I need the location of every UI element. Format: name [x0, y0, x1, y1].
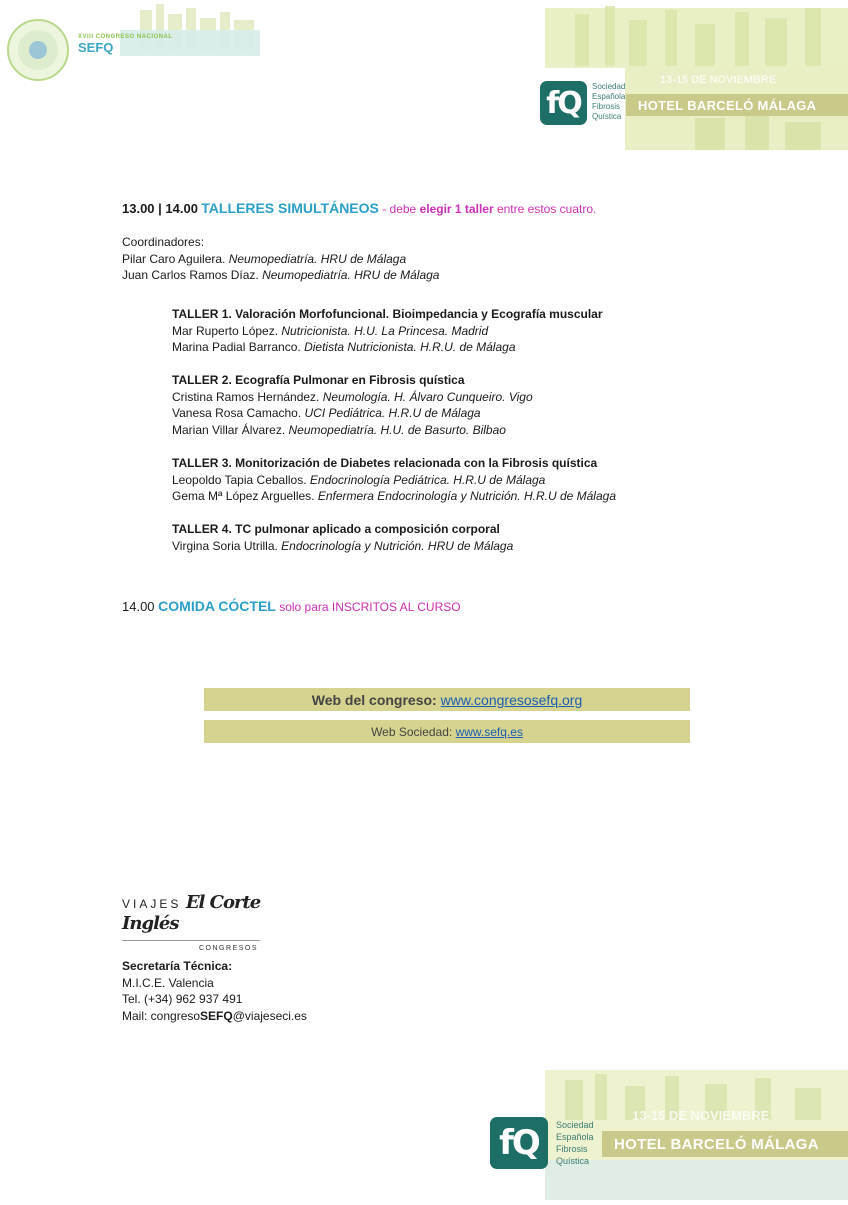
- mail-prefix: Mail: congreso: [122, 1008, 201, 1023]
- fq-logo: fQ: [540, 81, 587, 125]
- workshop-title: [172, 455, 616, 472]
- secretariat-org: M.I.C.E. Valencia: [122, 975, 214, 990]
- workshop-title: [172, 306, 603, 323]
- speaker-name: Virgina Soria Utrilla.: [172, 538, 282, 553]
- session-note-prefix: - debe: [378, 202, 420, 216]
- coordinator-item: [122, 251, 439, 268]
- speaker-role: Endocrinología Pediátrica. H.R.U de Málaga: [309, 472, 546, 487]
- congress-logo-text: [78, 34, 173, 55]
- fq-logo-footer: fQ: [490, 1117, 548, 1169]
- speaker-name: Gema Mª López Arguelles.: [172, 489, 318, 503]
- workshop-speaker: [172, 488, 616, 505]
- congress-edition: XVIII CONGRESO NACIONAL: [78, 34, 173, 40]
- session-title: TALLERES SIMULTÁNEOS: [201, 200, 379, 216]
- speaker-name: Leopoldo Tapia Ceballos.: [172, 472, 310, 487]
- workshop-speaker: [172, 339, 603, 356]
- workshop-3: [172, 455, 616, 505]
- lunch-line: [122, 598, 461, 616]
- speaker-role: Neumología. H. Álvaro Cunqueiro. Vigo: [322, 389, 533, 404]
- workshop-1: [172, 306, 603, 356]
- lunch-time: 14.00: [122, 599, 159, 614]
- workshop-title-text: TALLER 4. TC pulmonar aplicado a composición corporal: [172, 522, 500, 536]
- society-web-link[interactable]: www.sefq.es: [455, 724, 523, 739]
- society-line: Fibrosis: [556, 1144, 588, 1154]
- session-heading: [122, 200, 596, 218]
- coordinator-role: Neumopediatría. HRU de Málaga: [228, 251, 407, 266]
- event-dates-footer: 13-15 DE NOVIEMBRE: [632, 1108, 770, 1123]
- event-dates: 13-15 DE NOVIEMBRE: [660, 74, 777, 86]
- coordinators-block: [122, 234, 439, 284]
- workshop-speaker: [172, 405, 533, 422]
- speaker-role: Neumopediatría. H.U. de Basurto. Bilbao: [288, 422, 506, 437]
- coordinators-label: Coordinadores:: [122, 235, 205, 249]
- workshop-speaker: [172, 323, 603, 340]
- coordinator-name: Juan Carlos Ramos Díaz.: [122, 268, 263, 282]
- hotel-banner: HOTEL BARCELÓ MÁLAGA: [626, 94, 848, 116]
- logo-divider: [122, 940, 260, 941]
- secretariat-title: [122, 958, 307, 975]
- congresos-word: CONGRESOS: [198, 945, 258, 952]
- society-line: Sociedad: [592, 82, 626, 91]
- speaker-role: Nutricionista. H.U. La Princesa. Madrid: [281, 323, 489, 338]
- society-line: Española: [592, 92, 626, 101]
- coordinator-name: Pilar Caro Aguilera.: [122, 251, 229, 266]
- speaker-name: Marina Padial Barranco.: [172, 340, 305, 354]
- mail-bold: SEFQ: [200, 1008, 233, 1023]
- session-note-bold: elegir 1 taller: [419, 202, 494, 216]
- society-web-band: [204, 720, 690, 743]
- workshop-speaker: [172, 389, 533, 406]
- workshop-2: [172, 372, 533, 438]
- speaker-role: UCI Pediátrica. H.R.U de Málaga: [304, 406, 481, 420]
- hotel-banner-footer: HOTEL BARCELÓ MÁLAGA: [602, 1131, 848, 1157]
- secretariat-title-text: Secretaría Técnica:: [122, 959, 233, 973]
- congress-acronym: SEFQ: [78, 40, 114, 55]
- society-name: [592, 82, 625, 122]
- workshop-speaker: [172, 472, 616, 489]
- speaker-name: Vanesa Rosa Camacho.: [172, 406, 305, 420]
- speaker-role: Enfermera Endocrinología y Nutrición. H.R.U de Málaga: [317, 489, 616, 503]
- congress-web-band: [204, 688, 690, 711]
- workshop-title: [172, 521, 513, 538]
- society-line: Fibrosis: [592, 102, 621, 111]
- lunch-title: COMIDA CÓCTEL: [158, 598, 276, 614]
- society-line: Quística: [556, 1156, 590, 1166]
- workshop-4: [172, 521, 513, 554]
- speaker-role: Dietista Nutricionista. H.R.U. de Málaga: [304, 340, 516, 354]
- congress-web-link[interactable]: www.congresosefq.org: [440, 691, 583, 708]
- society-line: Sociedad: [556, 1120, 594, 1130]
- session-time: 13.00 | 14.00: [122, 201, 198, 216]
- workshop-title-text: TALLER 2. Ecografía Pulmonar en Fibrosis quística: [172, 373, 465, 387]
- mail-suffix: @viajeseci.es: [232, 1008, 307, 1023]
- society-web-label: Web Sociedad:: [371, 724, 453, 739]
- speaker-role: Endocrinología y Nutrición. HRU de Málaga: [281, 538, 514, 553]
- speaker-name: Marian Villar Álvarez.: [172, 422, 289, 437]
- secretariat-phone: Tel. (+34) 962 937 491: [122, 992, 243, 1006]
- corte-ingles-wordmark: El Corte Inglés: [122, 892, 261, 934]
- society-line: Quística: [592, 112, 622, 121]
- society-name-footer: [556, 1119, 594, 1167]
- coordinator-role: Neumopediatría. HRU de Málaga: [262, 268, 440, 282]
- coordinator-item: [122, 267, 439, 284]
- congress-web-label: Web del congreso:: [311, 691, 437, 708]
- workshop-speaker: [172, 538, 513, 555]
- secretariat-block: [122, 958, 307, 1024]
- session-note-suffix: entre estos cuatro.: [493, 202, 597, 216]
- speaker-name: Mar Ruperto López.: [172, 323, 282, 338]
- lunch-note: solo para INSCRITOS AL CURSO: [275, 600, 461, 614]
- society-line: Española: [556, 1132, 594, 1142]
- workshop-speaker: [172, 422, 533, 439]
- speaker-name: Cristina Ramos Hernández.: [172, 389, 323, 404]
- workshop-title-text: TALLER 1. Valoración Morfofuncional. Bioimpedancia y Ecografía muscular: [172, 307, 603, 321]
- workshop-title: [172, 372, 533, 389]
- secretariat-mail: [122, 1008, 307, 1025]
- workshop-title-text: TALLER 3. Monitorización de Diabetes relacionada con la Fibrosis quística: [172, 456, 598, 470]
- viajes-logo: [122, 892, 262, 952]
- viajes-word: VIAJES: [122, 897, 182, 911]
